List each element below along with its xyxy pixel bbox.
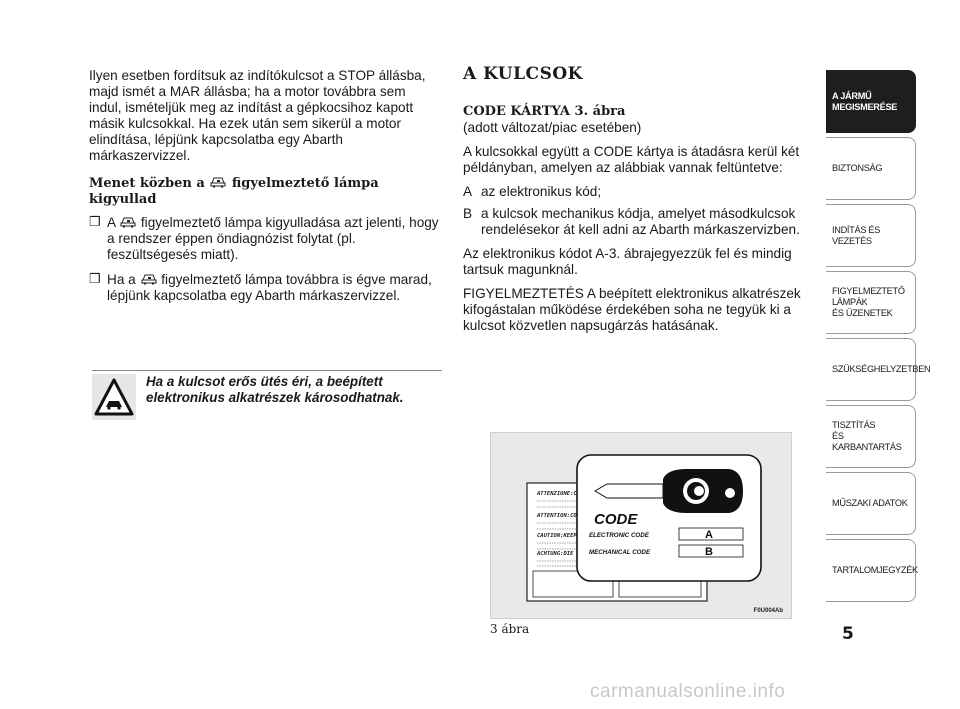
lamp-subheading: Menet közben a figyelmeztető lámpa kigyullad	[89, 176, 379, 207]
mechanical-code-label: MECHANICAL CODE	[589, 549, 651, 556]
list-item: ❒ Ha a figyelmeztető lámpa továbbra is égve marad, lépjünk kapcsolatba egy Abarth márkaszervizzel.	[89, 271, 432, 303]
tab-safety[interactable]: BIZTONSÁG	[826, 137, 916, 200]
electronic-code-label: ELECTRONIC CODE	[589, 532, 649, 539]
car-key-lamp-icon	[119, 214, 137, 228]
tab-index[interactable]: TARTALOMJEGYZÉK	[826, 539, 916, 602]
tab-vehicle-overview[interactable]: A JÁRMŰ MEGISMERÉSE	[826, 70, 916, 133]
warning-box	[92, 370, 442, 420]
car-key-lamp-icon	[209, 174, 227, 188]
back-text-line: ATTENZIONE:C	[537, 491, 577, 497]
variant-note: (adott változat/piac esetében)	[463, 120, 642, 135]
page-number: 5	[842, 624, 854, 644]
warning-text: Ha a kulcsot erős ütés éri, a beépített elektronikus alkatrészek károsodhatnak.	[146, 374, 404, 405]
back-text-line: CAUTION:KEEP	[537, 533, 577, 539]
checkbox-bullet-icon: ❒	[89, 271, 101, 286]
tab-emergency[interactable]: SZÜKSÉGHELYZETBEN	[826, 338, 916, 401]
mechanical-code-value: B	[705, 546, 713, 558]
tab-warning-lamps[interactable]: FIGYELMEZTETŐ LÁMPÁK ÉS ÜZENETEK	[826, 271, 916, 334]
tab-technical-data[interactable]: MŰSZAKI ADATOK	[826, 472, 916, 535]
paragraph: Az elektronikus kódot A-3. ábrajegyezzük fel és mindig tartsuk magunknál.	[463, 246, 792, 277]
section-title: A KULCSOK	[463, 64, 583, 84]
card-title: CODE	[594, 511, 638, 528]
watermark: carmanualsonline.info	[590, 681, 786, 702]
card-intro-paragraph: A kulcsokkal együtt a CODE kártya is átadásra kerül két példányban, amelyen az alábbiak vannak feltüntetve:	[463, 144, 800, 175]
chapter-tabs	[826, 70, 931, 606]
code-card-illustration	[491, 433, 791, 618]
intro-paragraph: Ilyen esetben fordítsuk az indítókulcsot a STOP állásba, majd ismét a MAR állásba; ha a motor továbbra sem indul, ismételjük meg az indítást a gépkocsihoz kapott másik kulcsokkal. Ha ezek után sem sikerül a motor elindítása, lépjünk kapcsolatba egy Abarth márkaszervizzel.	[89, 68, 426, 163]
code-card-figure	[490, 432, 792, 619]
tab-starting-driving[interactable]: INDÍTÁS ÉS VEZETÉS	[826, 204, 916, 267]
left-column	[89, 68, 439, 312]
list-item: ❒ A figyelmeztető lámpa kigyulladása azt jelenti, hogy a rendszer éppen öndiagnózist folytat (pl. feszültségesés miatt).	[89, 214, 439, 262]
figure-code: F0U004Ab	[753, 608, 783, 614]
electronic-code-value: A	[705, 529, 713, 541]
car-key-lamp-icon	[140, 271, 158, 285]
code-card-subheading: CODE KÁRTYA 3. ábra	[463, 104, 626, 119]
divider	[92, 370, 442, 371]
list-item: B a kulcsok mechanikus kódja, amelyet másodkulcsok rendelésekor át kell adni az Abarth márkaszervizben.	[463, 206, 800, 237]
tab-maintenance[interactable]: TISZTÍTÁS ÉS KARBANTARTÁS	[826, 405, 916, 468]
figure-caption: 3 ábra	[490, 622, 530, 636]
checkbox-bullet-icon: ❒	[89, 214, 101, 229]
right-column	[463, 66, 819, 342]
list-item: A az elektronikus kód;	[463, 184, 602, 199]
back-text-line: ATTENTION:CO	[537, 513, 577, 519]
warning-triangle-icon	[92, 374, 136, 420]
caution-paragraph: FIGYELMEZTETÉS A beépített elektronikus alkatrészek kifogástalan működése érdekében soha ne tegyük ki a kulcsot közvetlen napsugárzás hatásának.	[463, 286, 801, 333]
back-text-line: ACHTUNG:DIE	[537, 551, 574, 557]
